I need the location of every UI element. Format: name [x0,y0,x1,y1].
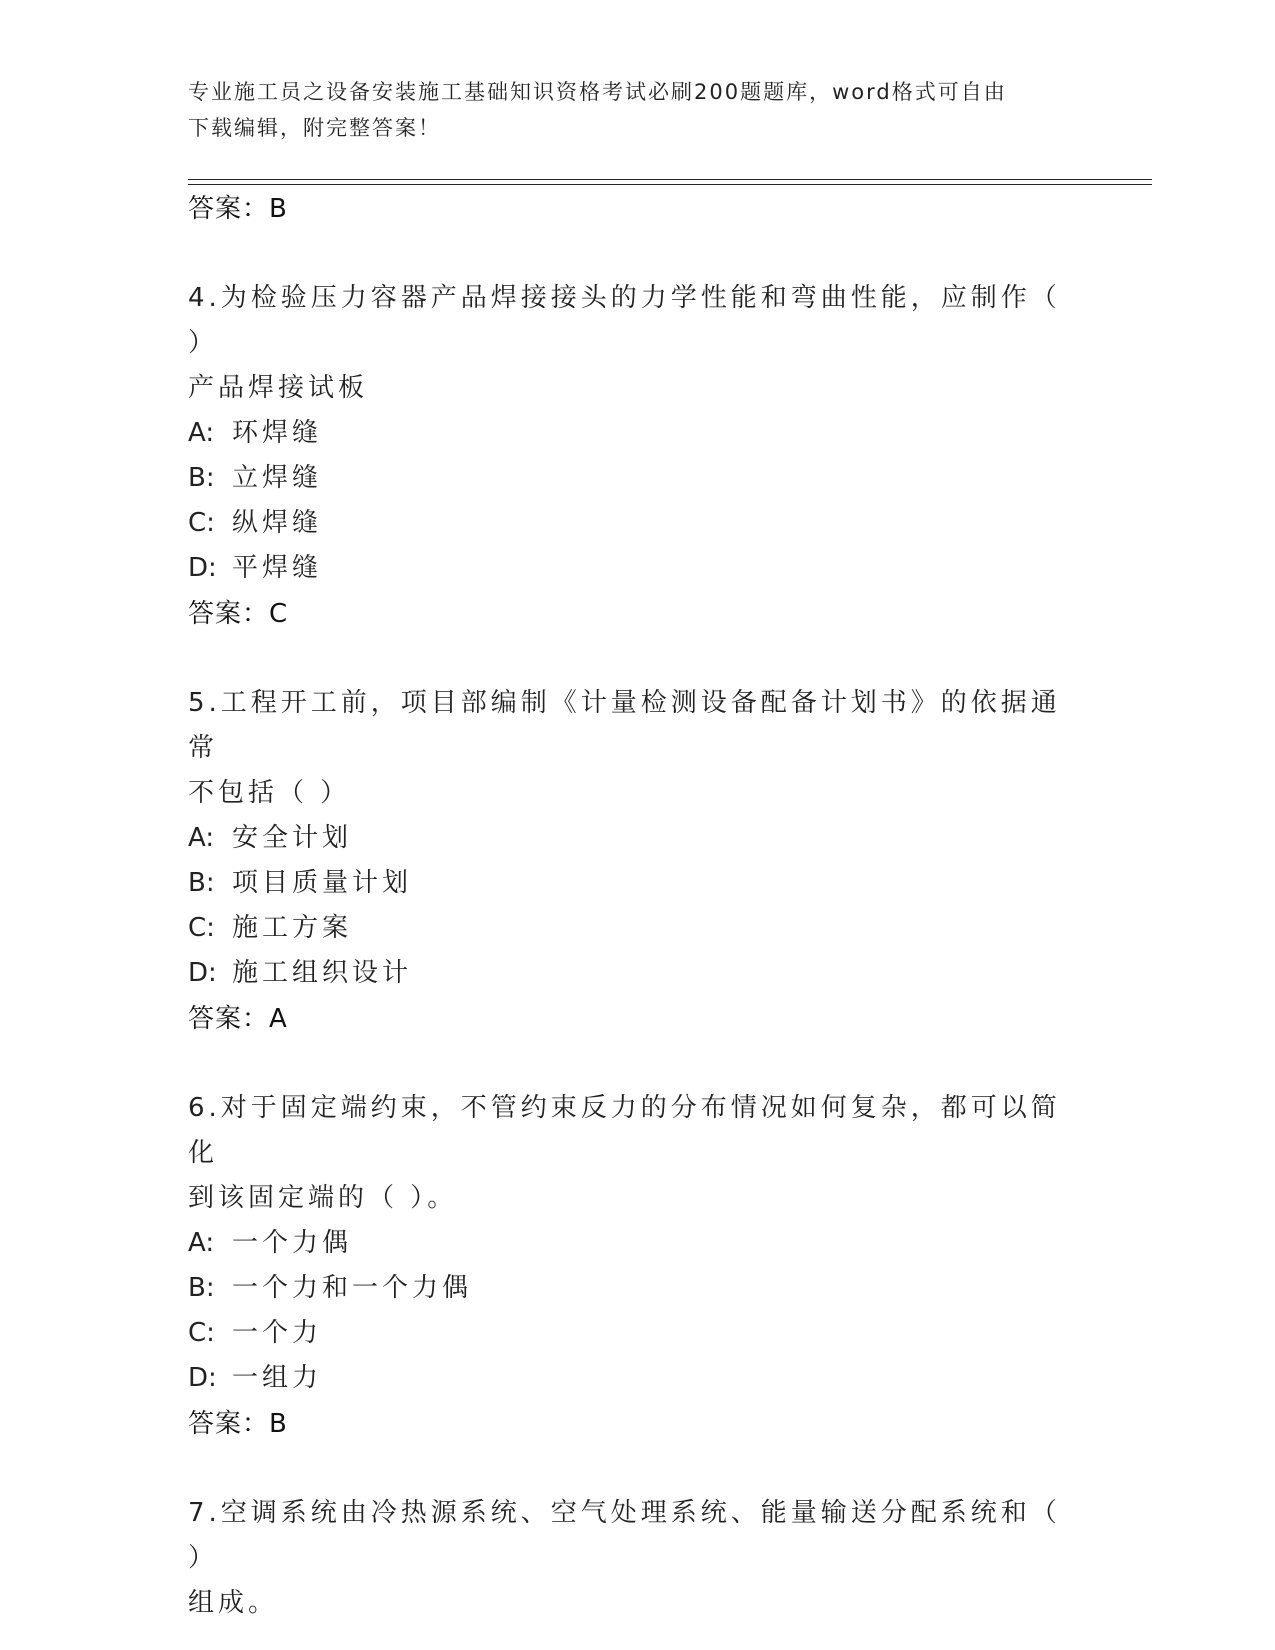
question-6-option-d [188,1356,1088,1401]
document-header [188,74,1068,146]
question-block-4 [188,276,1088,637]
question-4-answer: 答案：C [188,599,289,629]
question-7-line-1: 7.空调系统由冷热源系统、空气处理系统、能量输送分配系统和（ ） [188,1498,1061,1573]
question-4-option-b [188,456,1088,501]
header-divider-bottom [188,184,1152,185]
option-letter: A: [188,1228,215,1258]
option-text: 环焊缝 [232,418,323,448]
question-5-option-a [188,816,1088,861]
question-6-text [188,1086,1088,1221]
option-text: 一个力 [232,1318,323,1348]
question-5-text [188,681,1088,816]
question-6-option-c [188,1311,1088,1356]
option-text: 一组力 [232,1363,323,1393]
header-line-2: 下载编辑，附完整答案！ [188,116,441,140]
option-letter: C: [188,508,215,538]
option-letter: B: [188,868,215,898]
question-5-option-c [188,906,1088,951]
spacer [188,1447,1088,1491]
question-block-7 [188,1491,1088,1626]
question-5-line-1: 5.工程开工前，项目部编制《计量检测设备配备计划书》的依据通常 [188,688,1061,763]
question-6-option-b [188,1266,1088,1311]
question-4-option-d [188,546,1088,591]
question-4-line-1: 4.为检验压力容器产品焊接接头的力学性能和弯曲性能，应制作（ ） [188,283,1061,358]
answer-previous: 答案：B [188,194,288,224]
option-text: 立焊缝 [232,463,323,493]
option-letter: A: [188,823,215,853]
question-4-option-a [188,411,1088,456]
option-text: 平焊缝 [232,553,323,583]
question-block-6 [188,1086,1088,1447]
option-text: 一个力和一个力偶 [232,1273,473,1303]
question-4-option-c [188,501,1088,546]
question-5-answer: 答案：A [188,1004,288,1034]
question-6-answer: 答案：B [188,1409,288,1439]
option-text: 施工组织设计 [232,958,413,988]
question-6-option-a [188,1221,1088,1266]
question-5-line-2: 不包括（ ） [188,778,351,808]
spacer [188,232,1088,276]
option-letter: C: [188,1318,215,1348]
question-5-option-d [188,951,1088,996]
option-text: 安全计划 [232,823,353,853]
option-text: 纵焊缝 [232,508,323,538]
option-letter: D: [188,958,217,988]
question-list [188,186,1088,1626]
option-text: 项目质量计划 [232,868,413,898]
header-divider-top [188,179,1152,180]
option-letter: D: [188,1363,217,1393]
option-letter: C: [188,913,215,943]
option-letter: B: [188,463,215,493]
question-block-5 [188,681,1088,1042]
question-5-option-b [188,861,1088,906]
header-line-1: 专业施工员之设备安装施工基础知识资格考试必刷200题题库，word格式可自由 [188,80,1007,104]
spacer [188,1042,1088,1086]
option-letter: D: [188,553,217,583]
question-6-line-2: 到该固定端的（ ）。 [188,1183,458,1213]
question-4-text [188,276,1088,411]
question-6-line-1: 6.对于固定端约束，不管约束反力的分布情况如何复杂，都可以简化 [188,1093,1061,1168]
option-letter: B: [188,1273,215,1303]
option-text: 一个力偶 [232,1228,353,1258]
question-7-line-2: 组成。 [188,1588,279,1618]
option-letter: A: [188,418,215,448]
spacer [188,637,1088,681]
question-7-text [188,1491,1088,1626]
option-text: 施工方案 [232,913,353,943]
question-4-line-2: 产品焊接试板 [188,373,369,403]
